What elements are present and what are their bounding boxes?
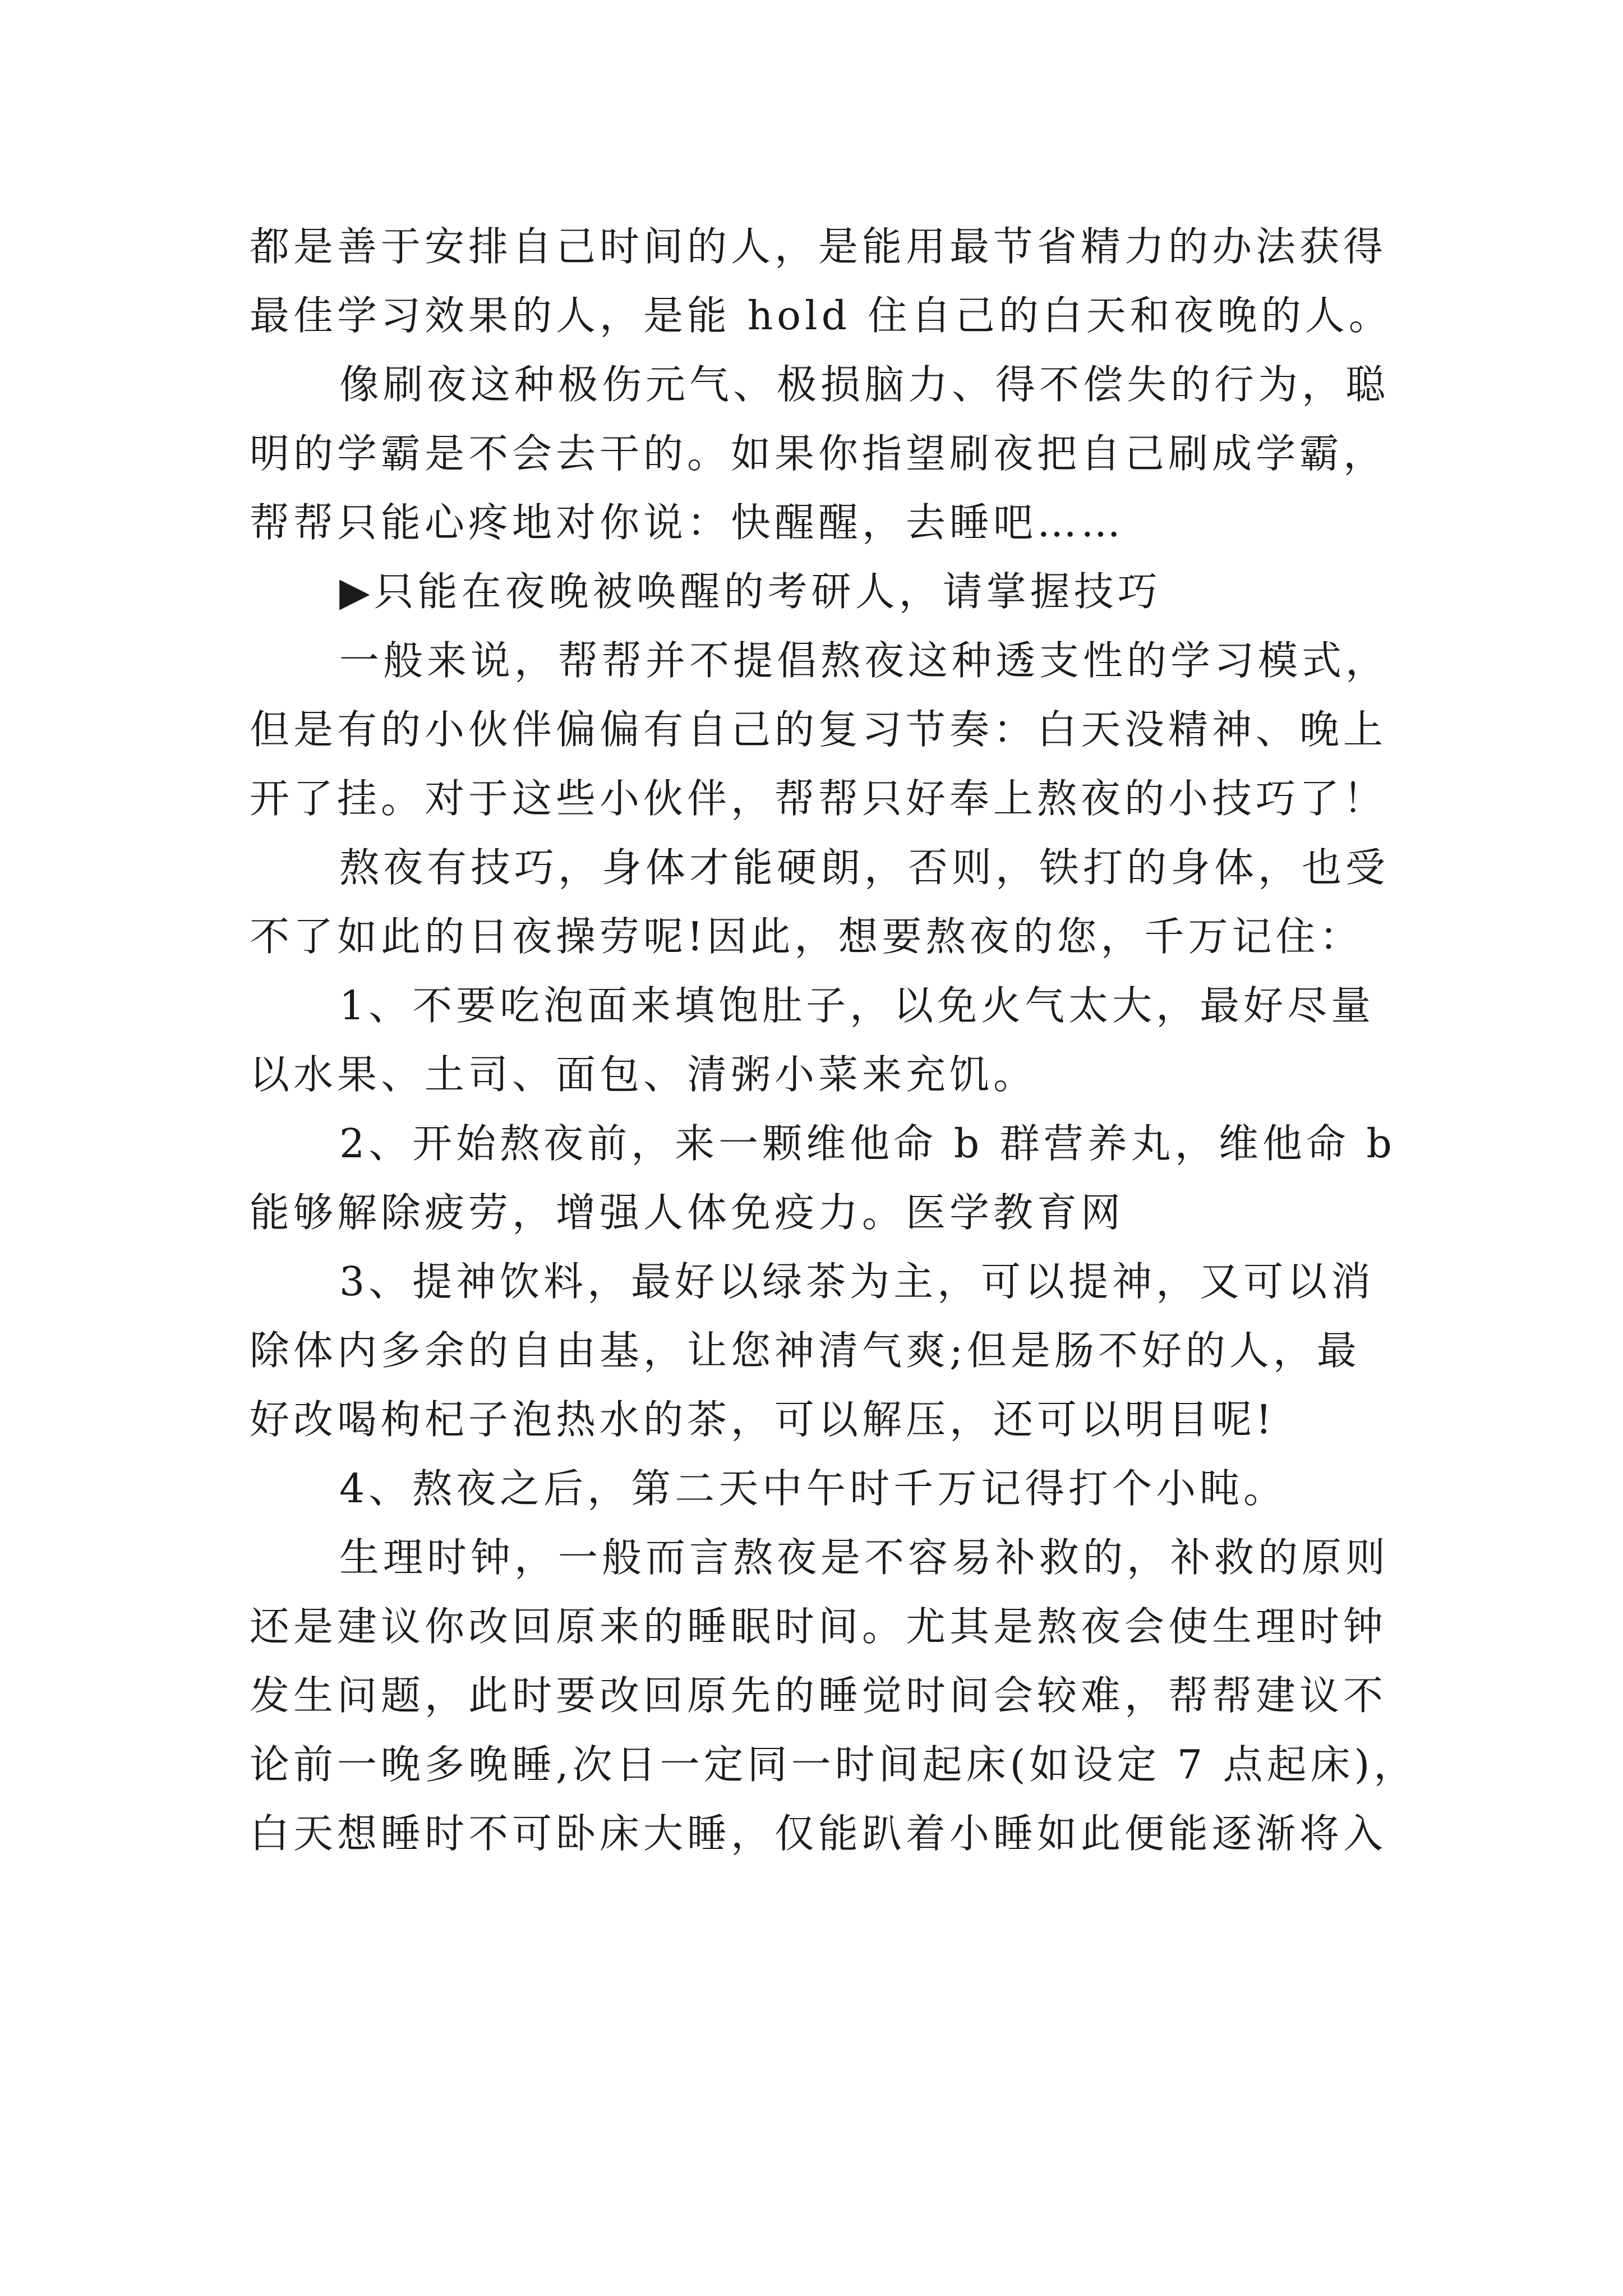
text-line: 不了如此的日夜操劳呢!因此，想要熬夜的您，千万记住： (250, 913, 1363, 960)
text-line: 能够解除疲劳，增强人体免疫力。医学教育网 (250, 1189, 1125, 1236)
text-line: 熬夜有技巧，身体才能硬朗，否则，铁打的身体，也受 (339, 844, 1390, 891)
list-item: 2、开始熬夜前，来一颗维他命 b 群营养丸，维他命 b (339, 1120, 1396, 1167)
text-line: 明的学霸是不会去干的。如果你指望刷夜把自己刷成学霸， (250, 430, 1387, 477)
text-line: 像刷夜这种极伤元气、极损脑力、得不偿失的行为，聪 (339, 361, 1390, 408)
text-line: 论前一晚多晚睡,次日一定同一时间起床(如设定 7 点起床)， (250, 1741, 1418, 1788)
text-line: 以水果、土司、面包、清粥小菜来充饥。 (250, 1051, 1038, 1098)
section-heading: ▶只能在夜晚被唤醒的考研人，请掌握技巧 (339, 568, 1161, 615)
text-line: 还是建议你改回原来的睡眠时间。尤其是熬夜会使生理时钟 (250, 1603, 1387, 1650)
list-item: 3、提神饮料，最好以绿茶为主，可以提神，又可以消 (339, 1258, 1375, 1305)
text-line: 最佳学习效果的人，是能 hold 住自己的白天和夜晚的人。 (250, 292, 1393, 339)
text-line: 一般来说，帮帮并不提倡熬夜这种透支性的学习模式， (339, 637, 1390, 684)
text-line: 都是善于安排自己时间的人，是能用最节省精力的办法获得 (250, 223, 1387, 270)
text-line: 好改喝枸杞子泡热水的茶，可以解压，还可以明目呢! (250, 1396, 1276, 1443)
text-line: 但是有的小伙伴偏偏有自己的复习节奏：白天没精神、晚上 (250, 706, 1387, 753)
text-line: 除体内多余的自由基，让您神清气爽;但是肠不好的人，最 (250, 1327, 1361, 1374)
body-text (250, 212, 1433, 1868)
text-line: 开了挂。对于这些小伙伴，帮帮只好奉上熬夜的小技巧了！ (250, 775, 1387, 822)
text-line: 白天想睡时不可卧床大睡，仅能趴着小睡如此便能逐渐将入 (250, 1810, 1387, 1857)
text-line: 生理时钟，一般而言熬夜是不容易补救的，补救的原则 (339, 1534, 1390, 1581)
text-line: 帮帮只能心疼地对你说：快醒醒，去睡吧…… (250, 499, 1125, 546)
text-line: 发生问题，此时要改回原先的睡觉时间会较难，帮帮建议不 (250, 1672, 1387, 1719)
list-item: 1、不要吃泡面来填饱肚子，以免火气太大，最好尽量 (339, 982, 1375, 1029)
list-item: 4、熬夜之后，第二天中午时千万记得打个小盹。 (339, 1465, 1288, 1512)
